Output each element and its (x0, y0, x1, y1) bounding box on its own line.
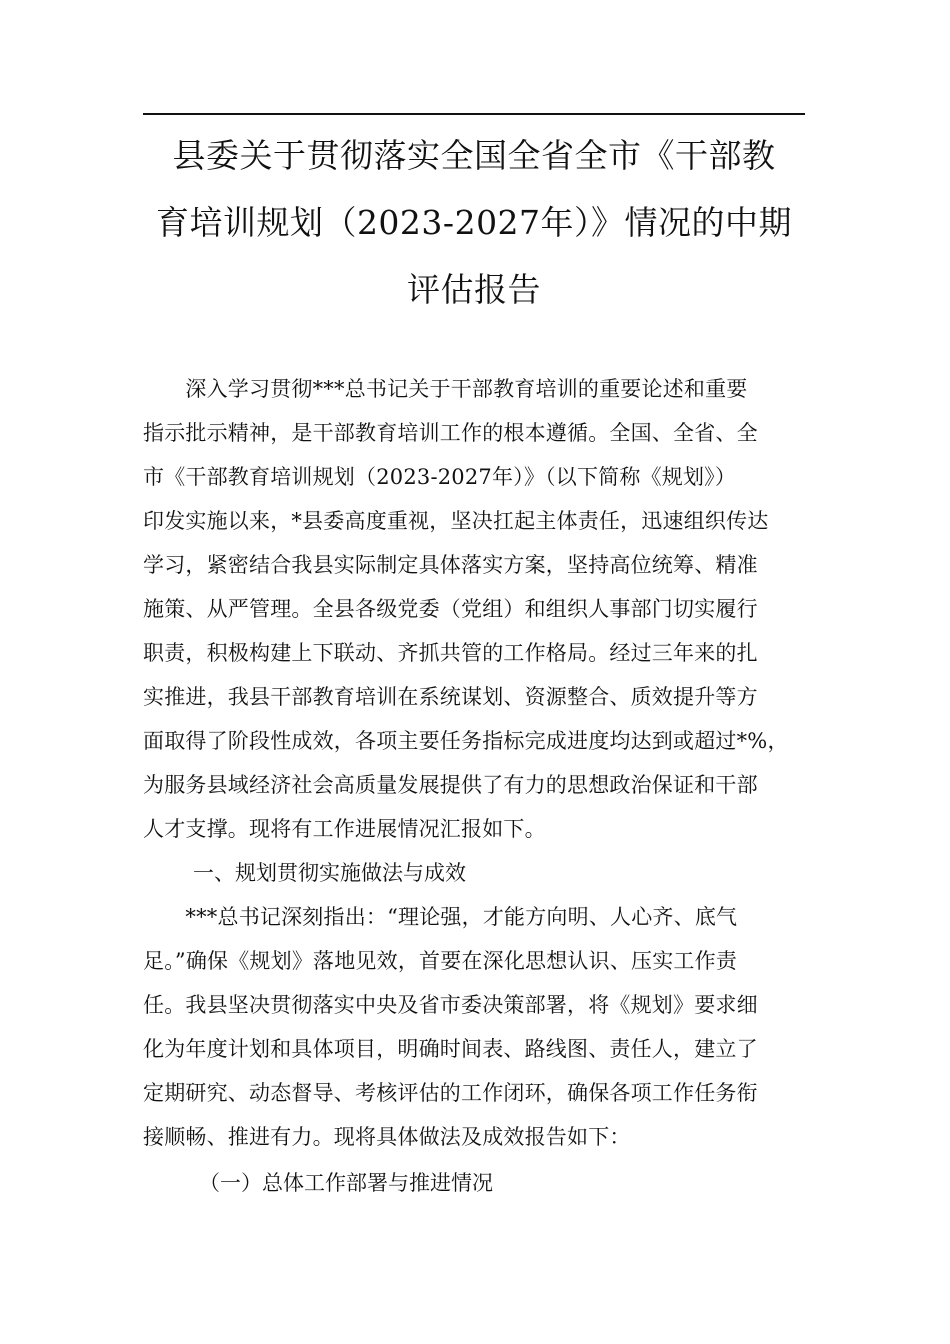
text-line: 实推进，我县干部教育培训在系统谋划、资源整合、质效提升等方 (143, 685, 758, 709)
text-line: 市《干部教育培训规划（2023-2027年）》（以下简称《规划》） (143, 465, 737, 489)
intro-paragraph (143, 367, 808, 851)
text-line: 足。”确保《规划》落地见效，首要在深化思想认识、压实工作责 (143, 949, 738, 973)
text-line: ***总书记深刻指出：“理论强，才能方向明、人心齐、底气 (143, 905, 738, 929)
text-line: 指示批示精神，是干部教育培训工作的根本遵循。全国、全省、全 (143, 421, 758, 445)
text-line: 面取得了阶段性成效，各项主要任务指标完成进度均达到或超过*%， (143, 729, 789, 753)
title-line: 育培训规划（2023-2027年）》情况的中期 (155, 203, 793, 242)
text-line: 深入学习贯彻***总书记关于干部教育培训的重要论述和重要 (143, 377, 748, 401)
header-rule (143, 113, 805, 115)
title-line: 评估报告 (407, 270, 541, 309)
section-paragraph (143, 895, 808, 1159)
document-body (143, 367, 808, 1205)
text-line: 施策、从严管理。全县各级党委（党组）和组织人事部门切实履行 (143, 597, 758, 621)
document-title (143, 122, 805, 323)
text-line: 化为年度计划和具体项目，明确时间表、路线图、责任人，建立了 (143, 1037, 758, 1061)
section-heading: 一、规划贯彻实施做法与成效 (193, 861, 466, 885)
text-line: 印发实施以来，*县委高度重视，坚决扛起主体责任，迅速组织传达 (143, 509, 769, 533)
text-line: 为服务县域经济社会高质量发展提供了有力的思想政治保证和干部 (143, 773, 758, 797)
text-line: 职责，积极构建上下联动、齐抓共管的工作格局。经过三年来的扎 (143, 641, 758, 665)
text-line: 任。我县坚决贯彻落实中央及省市委决策部署，将《规划》要求细 (143, 993, 758, 1017)
text-line: 学习，紧密结合我县实际制定具体落实方案，坚持高位统筹、精准 (143, 553, 758, 577)
title-line: 县委关于贯彻落实全国全省全市《干部教 (172, 136, 776, 175)
subsection-heading: （一）总体工作部署与推进情况 (199, 1171, 493, 1195)
text-line: 接顺畅、推进有力。现将具体做法及成效报告如下： (143, 1125, 631, 1149)
text-line: 定期研究、动态督导、考核评估的工作闭环，确保各项工作任务衔 (143, 1081, 758, 1105)
text-line: 人才支撑。现将有工作进展情况汇报如下。 (143, 817, 546, 841)
